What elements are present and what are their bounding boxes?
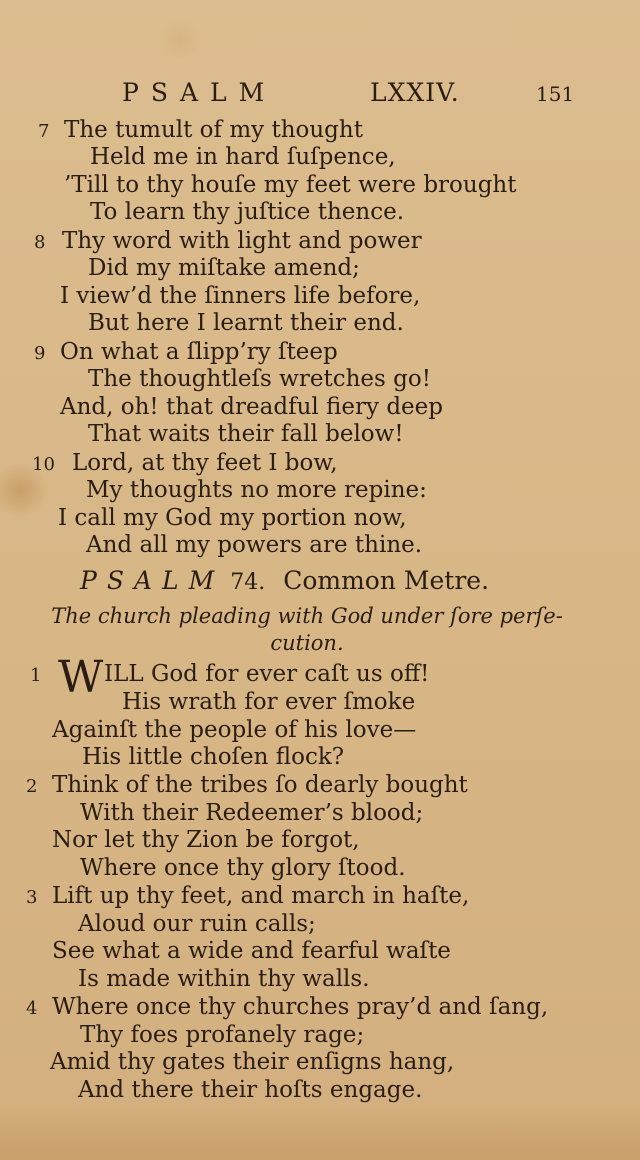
verse-line: That waits their fall below!: [88, 421, 404, 447]
section-subtitle-line2: cution.: [270, 631, 344, 655]
drop-cap: W: [58, 652, 104, 703]
verse-number: 8: [34, 232, 46, 253]
verse-line: But here I learnt their end.: [88, 310, 404, 336]
verse-number: 3: [26, 887, 38, 908]
verse-line: I call my God my portion now,: [58, 505, 407, 531]
verse-line: And, oh! that dreadful fiery deep: [60, 394, 443, 420]
section-metre: Common Metre.: [283, 566, 490, 595]
verse-line: Where once thy churches pray’d and ſang,: [52, 994, 549, 1020]
verse-line: My thoughts no more repine:: [86, 477, 427, 503]
verse-number: 1: [30, 665, 42, 686]
verse-line: Thy foes profanely rage;: [80, 1022, 365, 1048]
verse-line: Where once thy glory ſtood.: [80, 855, 406, 881]
verse-line: See what a wide and fearful waſte: [52, 938, 451, 964]
section-psalm-number: 74.: [230, 570, 266, 595]
verse-number: 10: [32, 454, 55, 475]
section-heading: [80, 566, 489, 595]
verse-line: On what a ſlipp’ry ſteep: [60, 339, 338, 365]
verse-line: Nor let thy Zion be forgot,: [52, 827, 360, 853]
section-subtitle-line1: The church pleading with God under ſore perſe-: [51, 604, 563, 628]
verse-line: With their Redeemer’s blood;: [80, 800, 424, 826]
verse-line: Aloud our ruin calls;: [78, 911, 316, 937]
verse-line: Held me in hard ſuſpence,: [90, 144, 396, 170]
verse-number: 7: [38, 121, 50, 142]
verse-line: Did my miſtake amend;: [88, 255, 360, 281]
verse-line: Thy word with light and power: [62, 228, 422, 254]
header-psalm-number: LXXIV.: [370, 78, 460, 107]
verse-line: His wrath for ever ſmoke: [122, 689, 416, 715]
header-title: PSALM: [122, 78, 277, 107]
verse-line: ILL God for ever caſt us off!: [104, 661, 430, 687]
verse-line: Lift up thy feet, and march in haſte,: [52, 883, 470, 909]
verse-line: And there their hoſts engage.: [78, 1077, 423, 1103]
verse-line: His little choſen flock?: [82, 744, 345, 770]
verse-number: 9: [34, 343, 46, 364]
verse-line: I view’d the ſinners life before,: [60, 283, 421, 309]
verse-line: And all my powers are thine.: [86, 532, 423, 558]
verse-line: Lord, at thy feet I bow,: [72, 450, 338, 476]
verse-line: To learn thy juſtice thence.: [90, 199, 405, 225]
verse-line: Amid thy gates their enſigns hang,: [50, 1049, 455, 1075]
verse-line: Think of the tribes ſo dearly bought: [52, 772, 468, 798]
verse-line: ’Till to thy houſe my feet were brought: [64, 172, 517, 198]
verse-number: 4: [26, 998, 38, 1019]
verse-line: Is made within thy walls.: [78, 966, 370, 992]
verse-line: The thoughtleſs wretches go!: [88, 366, 431, 392]
section-psalm-label: PSALM: [80, 566, 225, 595]
page-number: 151: [536, 82, 575, 106]
verse-line: The tumult of my thought: [64, 117, 363, 143]
verse-number: 2: [26, 776, 38, 797]
running-header: [0, 78, 640, 112]
verse-line: Againſt the people of his love—: [52, 717, 417, 743]
